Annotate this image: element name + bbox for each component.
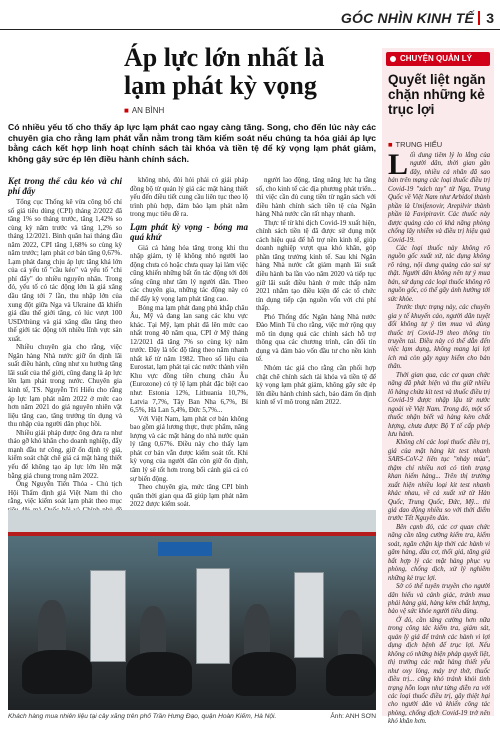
fuel-pump — [294, 572, 324, 658]
paragraph: người lao động, tăng năng lực hạ tầng số, cho kinh tế các địa phương phát triển... thì việc cần đủ cung tiền từ ngân sách với điều hành chính sách tiền tệ của Ngân hàng Nhà nước cần rất nhạy nhanh. — [256, 176, 376, 219]
paragraph: Các loại thuốc này không rõ nguồn gốc xuất xứ, tác dụng không rõ ràng, nội dung quảng cáo sai sự thật. Người dân không nên tự ý mua bán, sử dụng các loại thuốc không rõ nguồn gốc, có thể gây ảnh hưởng tới sức khỏe. — [388, 244, 490, 303]
paragraph: Nhiều giải pháp được ông đưa ra như tháo gỡ khó khăn cho doanh nghiệp, đẩy mạnh đầu tư công, giữ ổn định tỷ giá, kiểm soát chặt chẽ giá cả mặt hàng thiết yếu để không tạo áp lực lớn lên mặt bằng giá chung trong năm 2022. — [8, 428, 122, 480]
paragraph: Theo chuyên gia, mức tăng CPI bình quân thời gian qua đã giúp lạm phát năm 2022 được kiểm soát. — [130, 483, 248, 509]
motorbike — [232, 652, 296, 696]
canopy-stripe — [8, 532, 376, 536]
sidebar-tag: CHUYỆN QUẢN LÝ — [386, 52, 490, 66]
station-canopy — [8, 510, 376, 532]
article-column-1 — [8, 176, 122, 508]
article-column-2 — [130, 176, 248, 508]
rider — [244, 604, 270, 658]
drop-cap: L — [388, 148, 409, 181]
rider — [140, 606, 166, 658]
article-title: Áp lực lớn nhất là lạm phát kỳ vọng — [124, 43, 325, 100]
fuel-pump — [196, 568, 230, 664]
rider — [338, 610, 362, 658]
paragraph: Phó Thống đốc Ngân hàng Nhà nước Đào Minh Tú cho rằng, việc mở rộng quy mô tín dụng quá các chính sách hỗ trợ thông qua các chương trình, cân đối tín dụng và đảm bảo vốn đầu tư cho nền kinh tế. — [256, 312, 376, 364]
motorbike — [126, 652, 192, 696]
paragraph: Ông Nguyễn Tiến Thỏa - Chủ tịch Hội Thẩm định giá Việt Nam thì cho rằng, việc kiểm soát lạm phát theo mục — [8, 480, 122, 506]
paragraph: Nhiều chuyên gia cho rằng, việc Ngân hàng Nhà nước giữ ổn định lãi suất điều hành, cũng như xu hướng tăng lãi suất của thế giới, cũng đang là áp lực lên lạm phát trong nước. Chuyên gia kinh tế, TS. Nguyễn Trí Hiếu cho rằng áp lực lạm phát năm 2022 ở mức cao hơn năm 2021 do giá nguyên nhiên vật liệu tăng cao, tăng trưởng tín dụng và thu nhập của người dân phục hồi. — [8, 343, 122, 429]
article-author — [124, 106, 164, 115]
paragraph: Bên cạnh đó, các cơ quan chức năng cần tăng cường kiểm tra, kiểm soát, ngăn chặn kịp thời các hành vi găm hàng, đầu cơ, thổi giá, tăng giá bất hợp lý các mặt hàng phục vụ phòng, chống dịch, xử lý nghiêm những kẻ trục lợi. — [388, 523, 490, 582]
col1-heading: Kẹt trong thế câu kéo và chi phí đẩy — [8, 176, 122, 196]
paragraph: Trước thực trạng này, các chuyên gia y tế khuyến cáo, người dân tuyệt đối không tự ý tìm mua và dùng thuốc trị Covid-19 theo thông tin truyền tai. Điều này có thể dẫn đến việc lạm dụng, không mang lại lợi ích mà còn gây nguy hiểm cho bản thân. — [388, 304, 490, 371]
section-title: GÓC NHÌN KINH TẾ — [340, 10, 474, 26]
motorbike — [22, 650, 92, 694]
paragraph: Bóng ma lạm phát đang phủ khắp châu Âu, Mỹ và đang lan sang các khu vực khác. Tại Mỹ, lạm phát đã lên mức cao nhất trong 40 năm qua, CPI ở Mỹ tháng 12/2021 đã tăng 7% so cùng kỳ năm trước. Đây là tốc độ tăng theo năm nhanh nhất kể từ năm 1982. Theo số liệu của Eurostat, lạm phát tại các nước thành viên Khu vực đồng tiền chung châu Âu (Eurozone) có tỷ lệ lạm phát đặc biệt cao như: Estonia 12%, Lithuania 10,7%, Latvia 7,7%, Tây Ban Nha 6,7%, Bỉ 6,5%, Hà Lan 5,4%, Đức 5,7%... — [130, 303, 248, 415]
sidebar-text — [388, 148, 490, 726]
station-sign — [158, 542, 212, 556]
motorbike — [326, 654, 376, 696]
paragraph: không nhỏ, đòi hỏi phải có giải pháp đồng bộ từ quản lý giá các mặt hàng thiết yếu đến điều tiết cung cầu liên tục theo lộ trình phù hợp, đảm bảo lạm phát nằm trong mục tiêu đề ra. — [130, 176, 248, 219]
paragraph: Nhóm tác giả cho rằng cần phối hợp chặt chẽ chính sách tài khóa và tiền tệ để kỳ vọng lạm phát giảm, không gây sức ép lên điều hành chính sách, bảo đảm ổn định kinh tế vĩ mô trong năm 2022. — [256, 364, 376, 407]
photo-caption: Khách hàng mua nhiên liệu tại cây xăng trên phố Trần Hưng Đạo, quận Hoàn Kiếm, Hà Nội. — [8, 713, 277, 720]
sidebar-column — [382, 48, 494, 726]
pen-icon: ■ — [388, 140, 393, 149]
rider — [38, 600, 66, 656]
sidebar-author-name: TRUNG HIẾU — [395, 140, 443, 149]
paragraph: Ở đó, cần tăng cường hơn nữa trong công tác kiểm tra, giám sát, quản lý giá để tránh các hành vi lợi dụng dịch bệnh để trục lợi. Nếu không có những biện pháp quyết liệt, thị trường các mặt hàng thiết yếu như oxy lỏng, máy trợ thở, thuốc điều trị... cũng khó tránh khỏi tình trạng hỗn loạn như từng diễn ra với các loại thuốc điều trị, gây thiệt hại cho người dân và khiến công tác phòng, chống dịch Covid-19 trở nên khó khăn hơn. — [388, 616, 490, 726]
paragraph: Thực tế từ khi dịch Covid-19 xuất hiện, chính sách tiền tệ đã được sử dụng một cách hiệu quả để hỗ trợ nền kinh tế, giúp doanh nghiệp vượt qua khó khăn, góp phần tăng trưởng kinh tế. Sau khi Ngân hàng Nhà nước cắt giảm mạnh lãi suất điều hành ba lần vào năm 2020 và tiếp tục giữ lãi suất điều hành ở mức thấp năm 2021 nhằm tạo điều kiện để các tổ chức tín dụng tiếp cận nguồn vốn với chi phí thấp. — [256, 218, 376, 313]
paragraph: Thời gian qua, các cơ quan chức năng đã phát hiện và thu giữ nhiều lô hàng chứa kit test và thuốc điều trị Covid-19 được nhập lậu từ nước ngoài về Việt Nam. Trong đó, một số thuốc nhận biết và hàng kém chất lượng, chưa được Bộ Y tế cấp phép lưu hành. — [388, 371, 490, 438]
col2-heading: Lạm phát kỳ vọng - bóng ma quá khứ — [130, 221, 248, 242]
paragraph: Với Việt Nam, lạm phát cơ bản không bao gồm giá lương thực, thực phẩm, năng lượng và các mặt hàng do nhà nước quản lý tăng 0,67%. Điều này cho thấy lạm phát cơ bản vẫn được kiểm soát tốt. Khi kỳ vọng của người dân còn giữ ổn định, tâm lý sẽ tốt hơn trong bối cảnh giá cả có sự biến động. — [130, 414, 248, 483]
fuel-pump — [90, 570, 126, 662]
paragraph: Không chỉ các loại thuốc điều trị, giá của mặt hàng kit test nhanh SARS-CoV-2 liên tục "nhảy múa", thậm chí nhiều nơi có tình trạng khan hiếm hàng... Trên thị trường xuất hiện nhiều loại kit test nhanh khác nhau, về cả xuất xứ từ Hàn Quốc, Trung Quốc, Đức, Mỹ... thì giá dao động nhiều so với thời điểm trước Tết Nguyên đán. — [388, 439, 490, 523]
paragraph: Giá cả hàng hóa tăng trong khi thu nhập giảm, tỷ lệ không nhỏ người lao động chưa có hoặc chưa quay lại làm việc cũng khiến những bất ổn tác động tới đời sống cũng như tâm lý người dân. Theo các chuyên gia, những tác động này có thể đẩy kỳ vọng lạm phát tăng cao. — [130, 243, 248, 304]
paragraph: Lối dung tiêm lý lo lắng của người dân, thời gian gần đây, nhiều cá nhân đã sao bán trên mạng các loại thuốc điều trị Covid-19 "xách tay" từ Nga, Trung Quốc về Việt Nam như Arbidol thành phần là Umifenovir, Arepilvir thành phần là Favipiravir. Các thuốc này được quảng cáo có khả năng phòng chống lây nhiễm và điều trị hiệu quả Covid-19. — [388, 148, 490, 244]
gas-station-photo — [8, 510, 376, 710]
sidebar-title: Quyết liệt ngăn chặn những kẻ trục lợi — [388, 72, 486, 117]
author-name: AN BÌNH — [131, 106, 165, 115]
paragraph: Sở có thể tuyên truyền cho người dân hiểu và cảnh giác, tránh mua phải hàng giả, hàng kém chất lượng, bảo vệ sức khỏe người tiêu dùng. — [388, 583, 490, 616]
pen-icon: ■ — [124, 106, 129, 115]
article-column-3 — [256, 176, 376, 508]
page-number: 3 — [486, 10, 494, 26]
page-header — [0, 0, 500, 30]
header-divider — [478, 11, 480, 25]
photo-credit: Ảnh: ANH SƠN — [330, 713, 376, 720]
paragraph: Tổng cục Thống kê vừa công bố chỉ số giá tiêu dùng (CPI) tháng 2/2022 đã tăng 1% so tháng trước, tăng 1,42% so cùng kỳ năm trước và tăng 1,2% so tháng 12/2021. Bình quân hai tháng đầu năm 2022, CPI tăng 1,68% so cùng kỳ năm trước; lạm phát cơ bản tăng 0,67%. Lạm phát đang chịu áp lực tăng khá lớn của cả yếu tố "cầu kéo" và yếu tố "chi phí đẩy" do nhiều nguyên nhân. Trong đó, yếu tố có tác động lớn là giá xăng dầu tăng tới 7 lần, thu nhập lớn của xung đột giữa Nga và Ukraine đã khiến giá dầu thế giới tăng, có lúc vượt 100 USD/thùng và giá xăng dầu tăng theo thế giới tác động tới nhiều lĩnh vực sản xuất. — [8, 198, 122, 343]
article-lead: Có nhiều yếu tố cho thấy áp lực lạm phát cao ngay càng tăng. Song, cho đến lúc này các chuyên gia cho rằng lạm phát vẫn nằm trong tầm kiểm soát nếu chúng ta hóa giải áp lực bằng cách kết hợp linh hoạt chính sách tài khóa và tiền tệ để kỳ vọng lạm phát giảm, không gây sức ép lên điều hành chính sách. — [8, 122, 376, 164]
